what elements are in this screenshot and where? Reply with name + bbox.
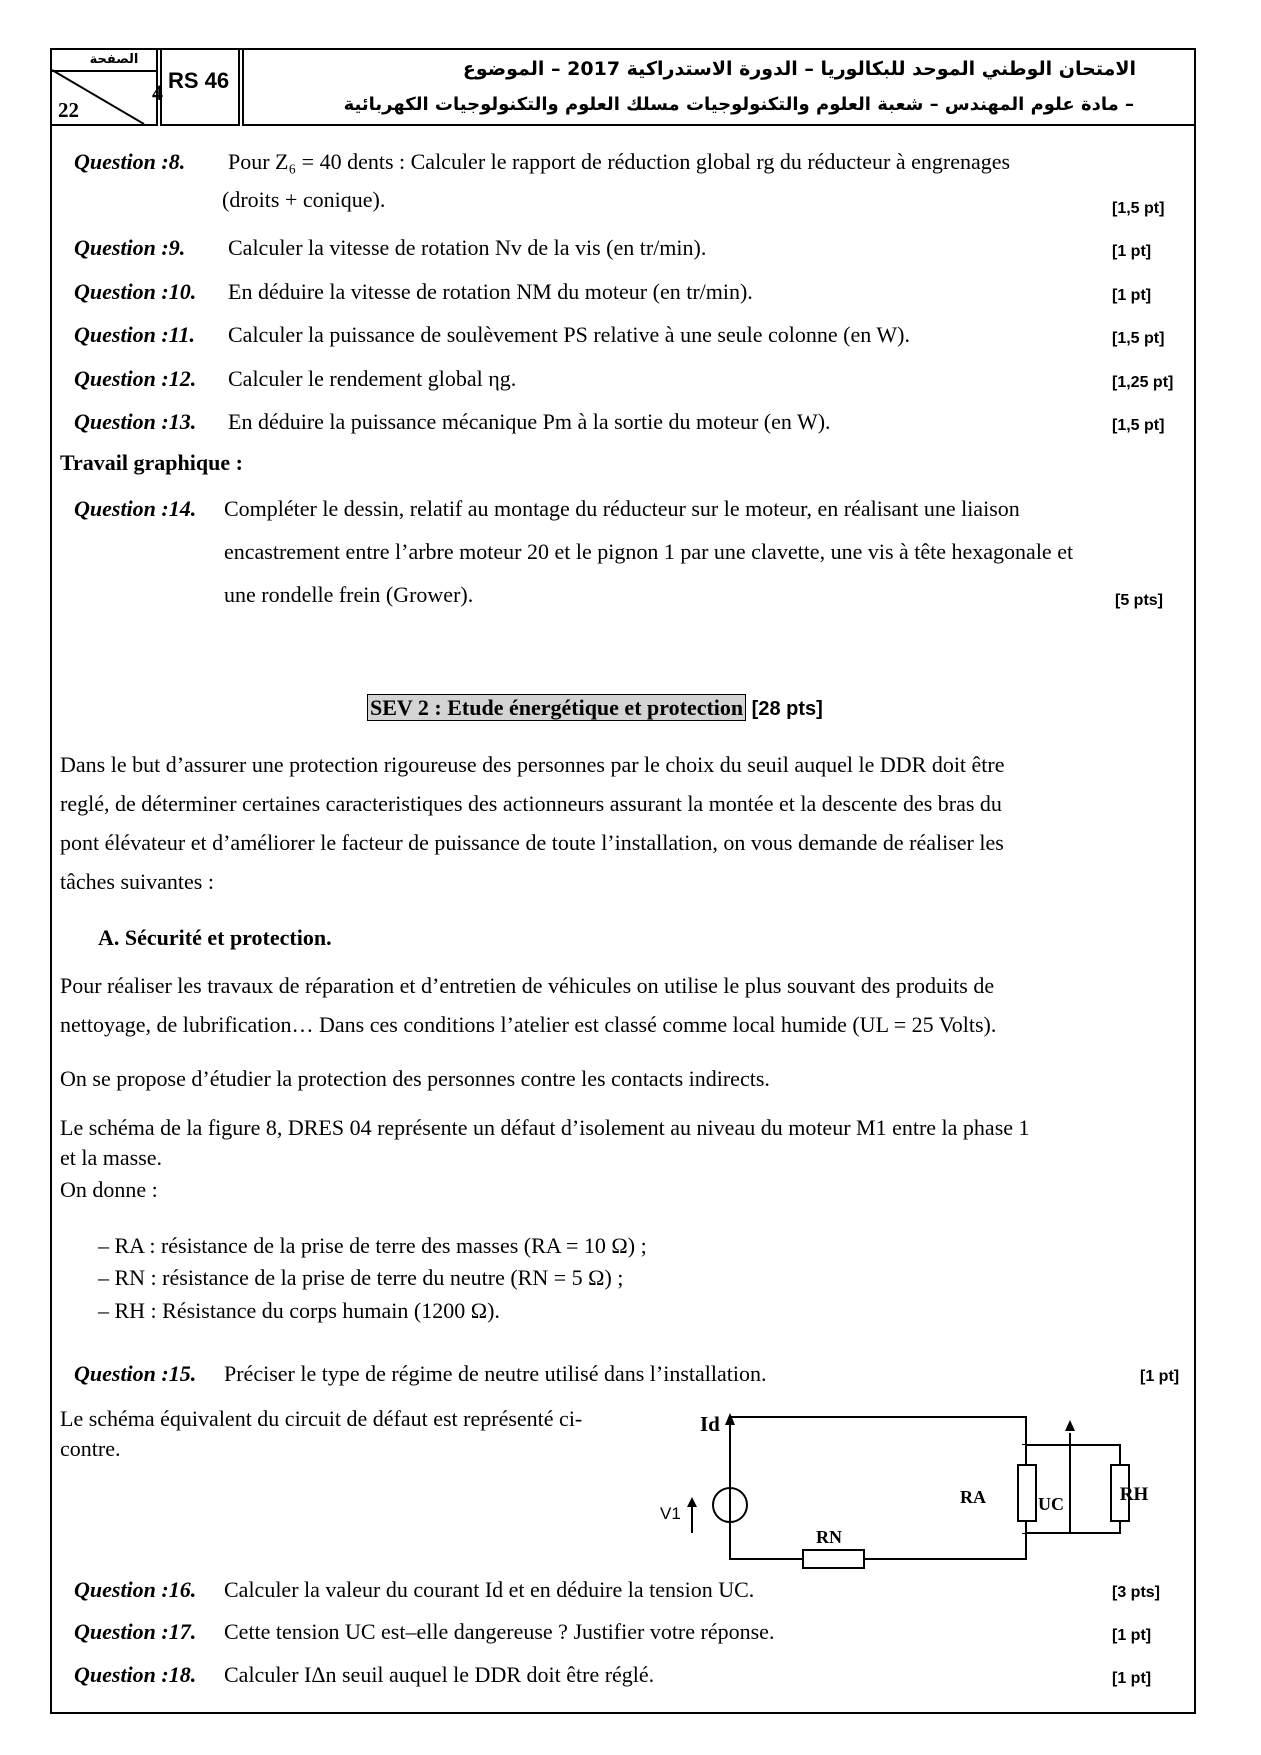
label-rn: RN [816,1527,842,1547]
question-text: Calculer le rendement global ηg. [228,366,517,391]
question-text: Calculer IΔn seuil auquel le DDR doit être réglé. [224,1662,655,1687]
question-label: Question :14. [74,496,197,521]
question-9 [74,234,707,262]
points-badge: [1,5 pt] [1112,330,1165,347]
v1-arrow-icon [687,1497,697,1507]
sev2-points: [28 pts] [751,698,823,720]
intro-line: reglé, de déterminer certaines caracteristiques des actionneurs assurant la montée et la descente des bras du [60,791,1002,816]
question-label: Question :8. [74,149,186,174]
section-heading: Travail graphique : [60,450,243,475]
label-id: Id [700,1412,720,1436]
paragraph-line: Le schéma de la figure 8, DRES 04 représente un défaut d’isolement au niveau du moteur M1 entre la phase 1 [60,1115,1030,1140]
question-text: Pour Z₆ = 40 dents : Calculer le rapport de réduction global rg du réducteur à engrenages [228,149,1011,174]
question-label: Question :10. [74,279,197,304]
paragraph-line: On se propose d’étudier la protection des personnes contre les contacts indirects. [60,1066,770,1091]
points-badge: [1,5 pt] [1112,417,1165,434]
question-18 [74,1661,655,1689]
question-label: Question :11. [74,322,196,347]
points-badge: [1 pt] [1140,1368,1180,1385]
given-item: – RA : résistance de la prise de terre des masses (RA = 10 Ω) ; [98,1233,647,1258]
paragraph-line: Pour réaliser les travaux de réparation et d’entretien de véhicules on utilise le plus souvant des produits de [60,973,995,998]
page-total: 22 [58,98,79,122]
question-label: Question :17. [74,1619,197,1644]
question-17 [74,1618,775,1646]
question-label: Question :16. [74,1577,197,1602]
points-badge: [1 pt] [1112,1670,1152,1687]
question-label: Question :9. [74,235,186,260]
intro-line: pont élévateur et d’améliorer le facteur de puissance de toute l’installation, on vous demande de réaliser les [60,830,1004,855]
circuit-caption: Le schéma équivalent du circuit de défaut est représenté ci- [60,1406,583,1431]
question-13 [74,408,831,436]
question-text: Compléter le dessin, relatif au montage du réducteur sur le moteur, en réalisant une liaison [224,496,1020,521]
uc-arrow-icon [1065,1420,1075,1431]
question-label: Question :13. [74,409,197,434]
points-badge: [1 pt] [1112,243,1152,260]
sev2-title-text: SEV 2 : Etude énergétique et protection [367,694,746,721]
exam-code: RS 46 [168,68,230,93]
question-16 [74,1576,755,1604]
question-text: Calculer la valeur du courant Id et en déduire la tension UC. [224,1577,755,1602]
paragraph-line: On donne : [60,1177,158,1202]
exam-title-line1: الامتحان الوطني الموحد للبكالوريا – الدورة الاستدراكية 2017 – الموضوع [462,58,1136,80]
points-badge: [3 pts] [1112,1584,1160,1601]
question-14 [74,495,1020,523]
question-text: Calculer la vitesse de rotation Nv de la vis (en tr/min). [228,235,707,260]
question-10 [74,278,753,306]
points-badge: [1 pt] [1112,1627,1152,1644]
wire [864,1533,1026,1559]
circuit-caption: contre. [60,1436,121,1461]
question-label: Question :15. [74,1361,197,1386]
exam-title-line2: – مادة علوم المهندس – شعبة العلوم والتكنولوجيات مسلك العلوم والتكنولوجيات الكهربائية [343,94,1134,115]
paragraph-line: et la masse. [60,1145,163,1170]
question-12 [74,365,517,393]
fault-circuit-diagram [660,1405,1149,1590]
points-badge: [1,25 pt] [1112,374,1174,391]
intro-line: Dans le but d’assurer une protection rigoureuse des personnes par le choix du seuil auquel le DDR doit être [60,752,1005,777]
question-text: Cette tension UC est–elle dangereuse ? Justifier votre réponse. [224,1619,775,1644]
question-text: En déduire la puissance mécanique Pm à la sortie du moteur (en W). [228,409,831,434]
label-v1: V1 [660,1504,681,1523]
wire [730,1417,1026,1445]
question-14-line2: encastrement entre l’arbre moteur 20 et le pignon 1 par une clavette, une vis à tête hexagonale et [224,539,1074,564]
question-label: Question :18. [74,1662,197,1687]
id-arrow-icon [725,1413,735,1425]
page-label: الصفحة [89,52,139,67]
page-number-box [50,48,163,126]
page-number: 4 [152,80,163,105]
given-item: – RH : Résistance du corps humain (1200 Ω). [98,1298,500,1323]
question-14-line3: une rondelle frein (Grower). [224,582,474,607]
points-badge: [5 pts] [1115,592,1163,609]
question-8 [74,148,1011,176]
question-text: Calculer la puissance de soulèvement PS relative à une seule colonne (en W). [228,322,910,347]
section-a-title: A. Sécurité et protection. [98,925,332,950]
exam-code-box [160,48,240,126]
intro-line: tâches suivantes : [60,869,214,894]
question-label: Question :12. [74,366,197,391]
given-item: – RN : résistance de la prise de terre du neutre (RN = 5 Ω) ; [98,1265,624,1290]
question-text: Préciser le type de régime de neutre utilisé dans l’installation. [224,1361,767,1386]
question-15 [74,1360,767,1388]
label-rh: RH [1119,1484,1149,1505]
points-badge: [1 pt] [1112,287,1152,304]
label-ra: RA [960,1487,986,1507]
question-8-continued: (droits + conique). [222,187,386,212]
sev2-title [367,695,823,721]
points-badge: [1,5 pt] [1112,200,1165,217]
label-uc: UC [1038,1494,1064,1514]
wire [730,1522,803,1559]
question-text: En déduire la vitesse de rotation NM du moteur (en tr/min). [228,279,753,304]
paragraph-line: nettoyage, de lubrification… Dans ces conditions l’atelier est classé comme local humide (UL = 25 Volts). [60,1012,997,1037]
exam-title-box [242,48,1196,126]
resistor-rn [803,1550,864,1568]
question-11 [74,321,910,349]
